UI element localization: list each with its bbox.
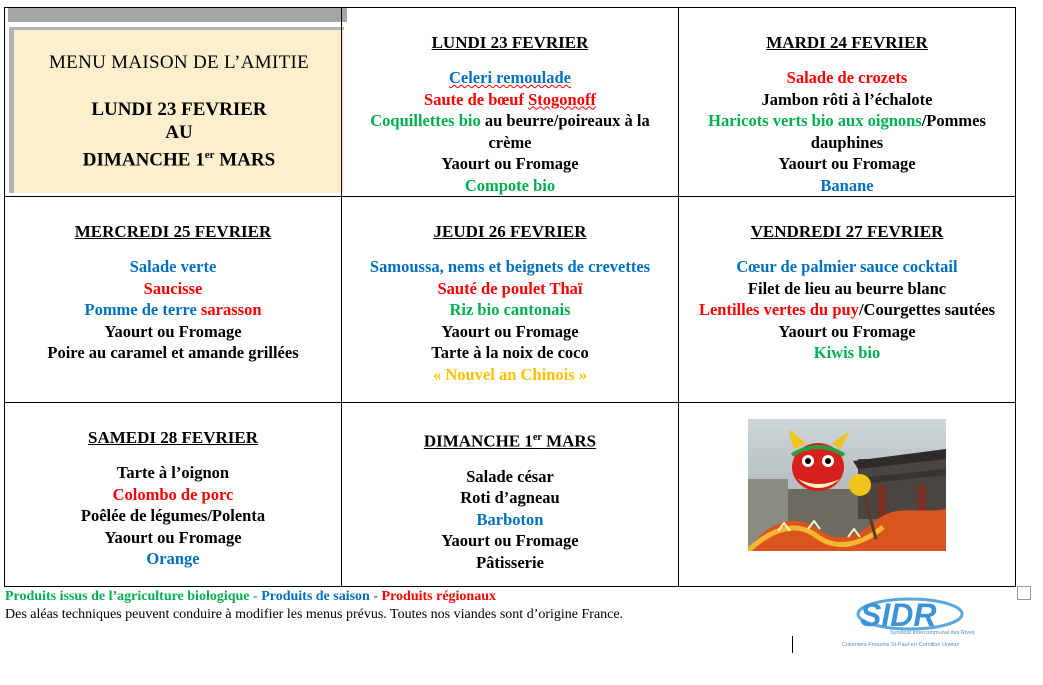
dish-starter: Salade verte xyxy=(129,257,217,276)
dish-main: Colombo de porc xyxy=(112,484,234,504)
dish-dessert: Orange xyxy=(146,549,200,568)
page-corner-handle xyxy=(1017,586,1031,600)
dish-starter: Samoussa, nems et beignets de crevettes xyxy=(369,257,651,276)
dish-dairy: Yaourt ou Fromage xyxy=(441,154,579,173)
dish-starter: Celeri remoulade xyxy=(448,68,572,87)
day-cell-vendredi xyxy=(679,197,1016,403)
dish-main: Filet de lieu au beurre blanc xyxy=(747,278,947,298)
dish-side: Pomme de terre sarasson xyxy=(84,300,262,319)
dish-main: Sauté de poulet Thaï xyxy=(437,278,583,298)
dish-dessert: Pâtisserie xyxy=(476,552,544,572)
day-cell-samedi xyxy=(5,403,342,587)
text-cursor xyxy=(792,636,793,653)
dish-starter: Tarte à l’oignon xyxy=(116,463,230,482)
dish-dessert: Compote bio xyxy=(464,175,556,195)
dish-side: Haricots verts bio aux oignons/Pommes dauphines xyxy=(708,111,986,152)
sidr-logo xyxy=(840,592,1015,652)
day-cell-jeudi xyxy=(342,197,679,403)
dish-main: Jambon rôti à l’échalote xyxy=(761,89,933,109)
day-title: LUNDI 23 FEVRIER xyxy=(431,33,589,52)
legend-saison: Produits de saison xyxy=(261,589,370,604)
svg-text:Syndicat Intercommunal des Riv: Syndicat Intercommunal des Rives xyxy=(890,630,975,636)
dish-dairy: Yaourt ou Fromage xyxy=(441,531,579,551)
day-title: VENDREDI 27 FEVRIER xyxy=(750,222,944,241)
day-title: JEUDI 26 FEVRIER xyxy=(433,222,587,241)
dish-main: Saucisse xyxy=(143,278,203,298)
day-cell-mercredi xyxy=(5,197,342,403)
weekly-menu-table xyxy=(4,7,1016,587)
legend-regional: Produits régionaux xyxy=(381,589,497,604)
color-legend: Produits issus de l’agriculture biologique - Produits de saison - Produits régionaux xyxy=(5,589,497,604)
day-title: MARDI 24 FEVRIER xyxy=(766,33,928,52)
dish-main: Roti d’agneau xyxy=(460,488,560,508)
dish-starter: Salade de crozets xyxy=(786,68,908,87)
dish-side: Barboton xyxy=(476,509,544,529)
dish-dairy: Yaourt ou Fromage xyxy=(778,154,916,173)
dish-dairy: Yaourt ou Fromage xyxy=(104,527,242,547)
image-cell xyxy=(679,403,1016,587)
dish-dairy: Yaourt ou Fromage xyxy=(778,321,916,341)
menu-title: MENU MAISON DE L’AMITIE xyxy=(48,52,310,73)
dish-dessert: Poire au caramel et amande grillées xyxy=(47,343,299,362)
dish-starter: Cœur de palmier sauce cocktail xyxy=(736,257,958,276)
day-title: MERCREDI 25 FEVRIER xyxy=(74,222,272,241)
disclaimer-text: Des aléas techniques peuvent conduire à modifier les menus prévus. Toutes nos viandes sont d’origine France. xyxy=(5,607,624,622)
day-title: SAMEDI 28 FEVRIER xyxy=(87,428,259,447)
date-range-connector: AU xyxy=(165,122,193,143)
dish-main: Saute de bœuf Stogonoff xyxy=(424,89,596,109)
title-cell xyxy=(5,8,342,197)
date-range-start: LUNDI 23 FEVRIER xyxy=(91,99,267,120)
svg-text:Colomiers Frouzins St-Paul-en-: Colomiers Frouzins St-Paul-en-Cornillon Unieux xyxy=(842,642,960,648)
day-cell-lundi xyxy=(342,8,679,197)
day-cell-dimanche xyxy=(342,403,679,587)
chinese-dragon-photo xyxy=(748,419,946,551)
day-title: DIMANCHE 1er MARS xyxy=(423,431,597,451)
theme-label: « Nouvel an Chinois » xyxy=(432,364,588,384)
dish-dessert: Tarte à la noix de coco xyxy=(431,343,589,362)
dish-dessert: Kiwis bio xyxy=(813,343,881,362)
dish-side: Lentilles vertes du puy/Courgettes sautées xyxy=(698,300,996,319)
dish-dairy: Yaourt ou Fromage xyxy=(441,321,579,341)
title-box xyxy=(9,27,344,193)
day-cell-mardi xyxy=(679,8,1016,197)
dish-side: Poêlée de légumes/Polenta xyxy=(80,506,266,525)
dish-side: Coquillettes bio au beurre/poireaux à la crème xyxy=(370,111,650,152)
legend-bio: Produits issus de l’agriculture biologique xyxy=(5,589,250,604)
dish-dairy: Yaourt ou Fromage xyxy=(104,321,242,341)
svg-text:SIDR: SIDR xyxy=(860,597,937,633)
date-range-end: DIMANCHE 1er MARS xyxy=(82,149,276,171)
dish-side: Riz bio cantonais xyxy=(449,300,571,319)
dish-starter: Salade césar xyxy=(466,466,554,486)
dish-dessert: Banane xyxy=(820,175,874,195)
